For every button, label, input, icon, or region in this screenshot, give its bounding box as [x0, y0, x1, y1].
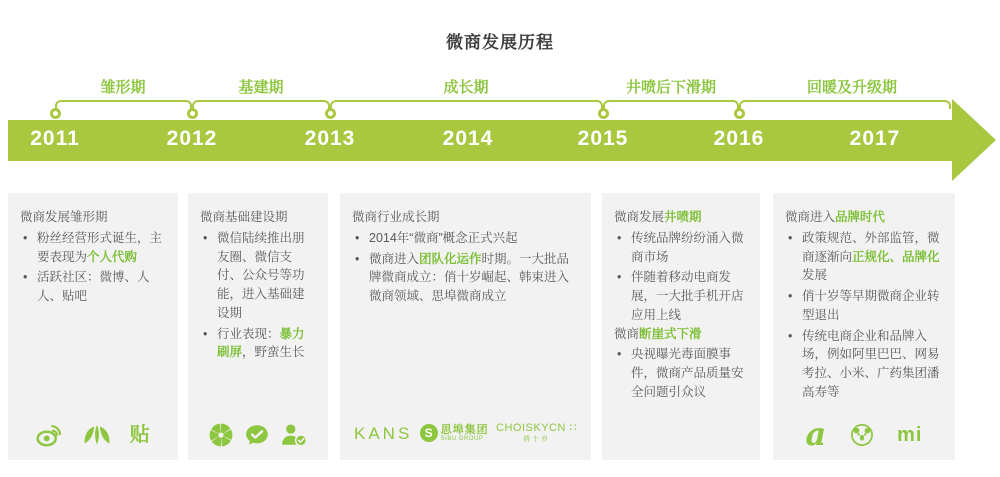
bullet-text: 微商进入团队化运作时期。一大批品牌微商成立：俏十岁崛起、韩束进入微商领域、思埠微商成立 — [369, 251, 570, 303]
page-title: 微商发展历程 — [446, 33, 554, 52]
choiskycn-logo — [496, 422, 577, 444]
phase-bracket — [739, 100, 951, 109]
bullet-item — [614, 268, 748, 324]
renren-icon — [82, 421, 112, 448]
phase-bracket — [330, 100, 603, 109]
bullet-item — [614, 345, 748, 401]
card-heading: 微商行业成长期 — [352, 210, 440, 224]
bullet-text: 活跃社区：微博、人人、贴吧 — [37, 270, 150, 303]
year-2015: 2015 — [577, 127, 629, 150]
brand-logos-row — [354, 421, 577, 447]
bullet-item — [352, 250, 579, 306]
bullet-text: 央视曝光毒面膜事件，微商产品质量安全问题引众议 — [631, 347, 744, 399]
bullet-text: 2014年“微商”概念正式兴起 — [369, 230, 518, 245]
phase-label-infrastructure: 基建期 — [238, 79, 284, 96]
sibu-en-label: SIBU GROUP — [440, 436, 484, 442]
bullet-item — [200, 229, 316, 323]
year-2012: 2012 — [166, 127, 218, 150]
card-heading: 微商基础建设期 — [200, 210, 288, 224]
bullet-text: 粉丝经营形式诞生，主要表现为个人代购 — [37, 230, 163, 264]
card-heading: 微商断崖式下滑 — [614, 326, 702, 341]
bullet-item — [785, 229, 943, 285]
timeline-node-icon — [734, 108, 745, 119]
card-recovery-period — [773, 193, 955, 460]
year-2013: 2013 — [304, 127, 356, 150]
phase-label-growth: 成长期 — [443, 79, 489, 96]
platform-icons-row — [198, 422, 318, 448]
card-embryonic-period — [8, 193, 178, 460]
bullet-item — [20, 229, 166, 267]
timeline-node-icon — [50, 108, 61, 119]
weibo-icon — [36, 421, 63, 448]
phase-bracket — [55, 100, 192, 109]
year-2016: 2016 — [713, 127, 765, 150]
choiskycn-cn-label: 俏十岁 — [523, 435, 551, 443]
tieba-icon: 贴 — [129, 423, 150, 446]
official-account-icon — [280, 422, 308, 448]
card-heading: 微商发展井喷期 — [614, 210, 702, 224]
bullet-item — [785, 287, 943, 325]
card-growth-period — [340, 193, 591, 460]
phase-label-decline: 井喷后下滑期 — [625, 79, 717, 96]
sibu-badge-icon: S — [420, 424, 438, 442]
year-2014: 2014 — [442, 127, 494, 150]
card-infrastructure-period — [188, 193, 328, 460]
bullet-item — [352, 229, 579, 248]
bullet-text: 政策规范、外部监管，微商逐渐向正规化、品牌化发展 — [802, 230, 940, 283]
sibu-group-logo — [420, 424, 489, 443]
bullet-text: 伴随着移动电商发展，一大批手机开店应用上线 — [631, 270, 744, 322]
card-heading: 微商发展雏形期 — [20, 210, 108, 224]
year-2017: 2017 — [849, 127, 901, 150]
wechat-icon — [244, 422, 270, 448]
card-heading: 微商进入品牌时代 — [785, 210, 886, 224]
timeline-node-icon — [598, 108, 609, 119]
kaola-icon — [849, 422, 875, 448]
bullet-text: 行业表现：暴力刷屏，野蛮生长 — [217, 326, 305, 360]
sibu-cn-label: 思埠集团 — [440, 423, 489, 436]
card-boom-decline-period — [602, 193, 760, 460]
phase-label-embryonic: 雏形期 — [100, 79, 146, 96]
timeline-node-icon — [325, 108, 336, 119]
bullet-item — [200, 325, 316, 363]
bullet-text: 传统品牌纷纷涌入微商市场 — [631, 230, 744, 264]
platform-icons-row — [18, 421, 168, 448]
phase-label-recovery: 回暖及升级期 — [806, 79, 898, 96]
phase-bracket — [603, 100, 739, 109]
year-2011: 2011 — [30, 127, 80, 150]
bullet-item — [785, 327, 943, 402]
timeline-node-icon — [187, 108, 198, 119]
bullet-text: 传统电商企业和品牌入场，例如阿里巴巴、网易考拉、小米、广药集团潘高寿等 — [802, 328, 940, 399]
bullet-item — [20, 268, 166, 306]
mi-icon: mi — [897, 424, 923, 446]
moments-icon — [208, 422, 234, 448]
alibaba-icon: a — [805, 415, 827, 454]
kans-logo: KANS — [354, 423, 413, 443]
bullet-text: 微信陆续推出朋友圈、微信支付、公众号等功能，进入基础建设期 — [217, 230, 305, 320]
brand-icons-row — [783, 415, 945, 454]
bullet-text: 俏十岁等早期微商企业转型退出 — [802, 289, 940, 322]
phase-bracket — [192, 100, 330, 109]
bullet-item — [614, 229, 748, 267]
choiskycn-en-label: CHOISKYCN ∷ — [496, 422, 577, 435]
timeline-arrowhead-icon — [952, 99, 996, 181]
